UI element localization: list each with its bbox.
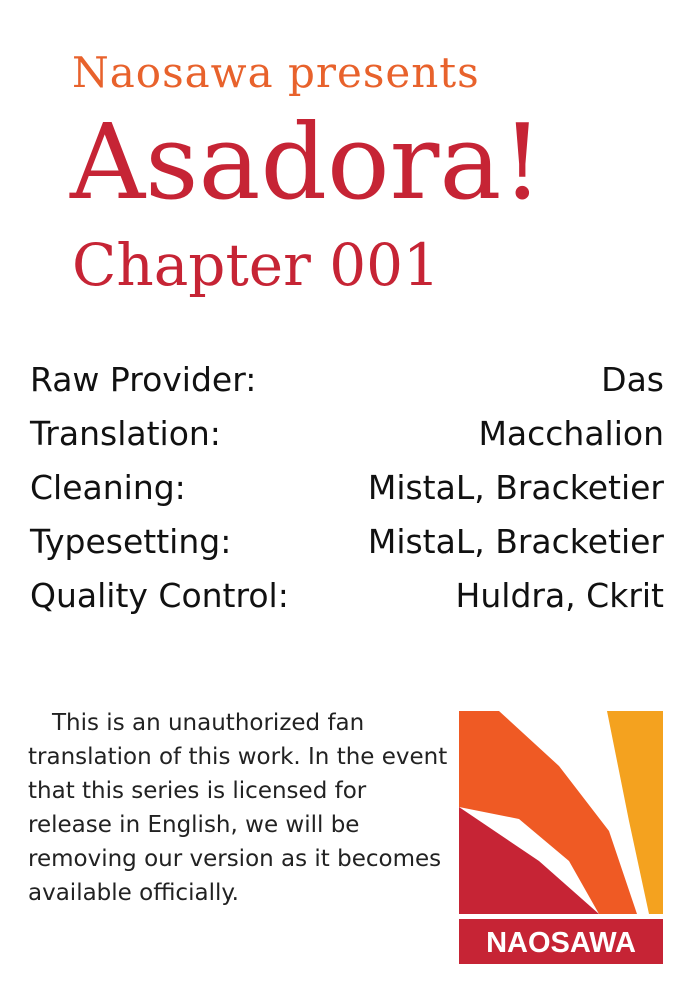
credits-list: [30, 352, 664, 622]
credit-names: Das: [601, 359, 664, 399]
presents-line: Naosawa presents: [72, 48, 480, 97]
credit-names: MistaL, Bracketier: [367, 467, 664, 507]
naosawa-logo: [459, 711, 663, 964]
credit-row-translation: [30, 406, 664, 460]
credit-role: Typesetting:: [30, 521, 232, 561]
credit-names: Huldra, Ckrit: [455, 575, 664, 615]
credit-row-typesetting: [30, 514, 664, 568]
credit-role: Translation:: [30, 413, 221, 453]
disclaimer-text: This is an unauthorized fan translation of this work. In the event that this series is licensed for release in English, we will be removing our version as it becomes available officially.: [28, 710, 448, 906]
page-title: Asadora!: [70, 101, 544, 223]
logo-text: NAOSAWA: [486, 927, 636, 959]
credit-role: Quality Control:: [30, 575, 289, 615]
credit-role: Raw Provider:: [30, 359, 257, 399]
credit-row-quality-control: [30, 568, 664, 622]
credit-names: MistaL, Bracketier: [367, 521, 664, 561]
chapter-label: Chapter 001: [72, 231, 440, 299]
credit-row-raw-provider: [30, 352, 664, 406]
credit-role: Cleaning:: [30, 467, 186, 507]
credit-names: Macchalion: [478, 413, 664, 453]
credit-row-cleaning: [30, 460, 664, 514]
